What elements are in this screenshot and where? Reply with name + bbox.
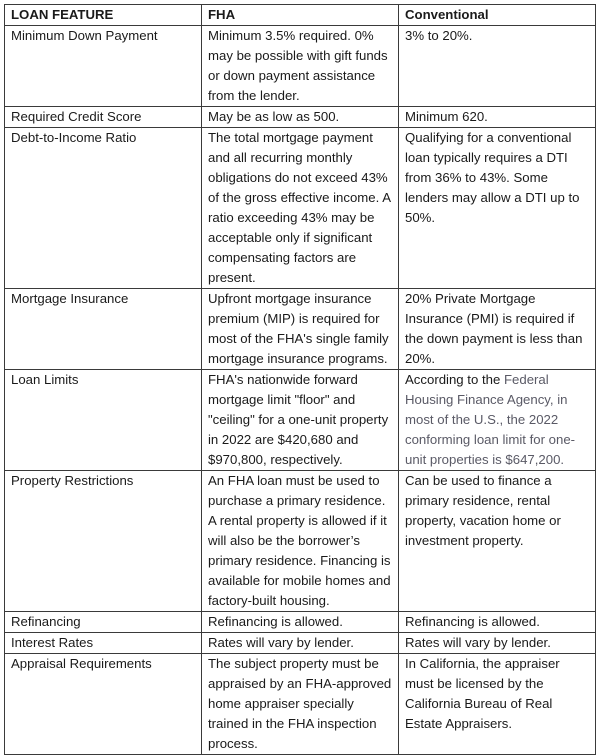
feature-cell: Debt-to-Income Ratio (5, 128, 202, 289)
conventional-cell: Minimum 620. (399, 107, 596, 128)
fha-cell: Upfront mortgage insurance premium (MIP) is required for most of the FHA's single family mortgage insurance programs. (202, 289, 399, 370)
table-row (5, 370, 596, 471)
fha-cell: Refinancing is allowed. (202, 612, 399, 633)
conventional-cell: In California, the appraiser must be licensed by the California Bureau of Real Estate Appraisers. (399, 654, 596, 755)
feature-cell: Appraisal Requirements (5, 654, 202, 755)
fha-cell: The subject property must be appraised by an FHA-approved home appraiser specially trained in the FHA inspection process. (202, 654, 399, 755)
conventional-cell: Can be used to finance a primary residence, rental property, vacation home or investment property. (399, 471, 596, 612)
table-row (5, 612, 596, 633)
header-fha: FHA (202, 5, 399, 26)
conventional-cell: Refinancing is allowed. (399, 612, 596, 633)
table-row (5, 107, 596, 128)
fha-cell: Minimum 3.5% required. 0% may be possible with gift funds or down payment assistance from the lender. (202, 26, 399, 107)
feature-cell: Required Credit Score (5, 107, 202, 128)
conventional-cell: Rates will vary by lender. (399, 633, 596, 654)
header-loan-feature: LOAN FEATURE (5, 5, 202, 26)
table-row (5, 289, 596, 370)
feature-cell: Property Restrictions (5, 471, 202, 612)
conventional-cell-prefix: According to the (405, 372, 504, 387)
table-row (5, 654, 596, 755)
feature-cell: Loan Limits (5, 370, 202, 471)
fha-cell: An FHA loan must be used to purchase a primary residence. A rental property is allowed if it will also be the borrower’s primary residence. Financing is available for mobile homes and factory-built housing. (202, 471, 399, 612)
fhfa-reference-text: Federal Housing Finance Agency, in most of the U.S., the 2022 conforming loan limit for one-unit properties is $647,200. (405, 372, 576, 467)
feature-cell: Interest Rates (5, 633, 202, 654)
feature-cell: Refinancing (5, 612, 202, 633)
fha-cell: May be as low as 500. (202, 107, 399, 128)
feature-cell: Minimum Down Payment (5, 26, 202, 107)
fha-cell: FHA's nationwide forward mortgage limit "floor" and "ceiling" for a one-unit property in 2022 are $420,680 and $970,800, respectively. (202, 370, 399, 471)
header-row (5, 5, 596, 26)
fha-cell: The total mortgage payment and all recurring monthly obligations do not exceed 43% of the gross effective income. A ratio exceeding 43% may be acceptable only if significant compensating factors are present. (202, 128, 399, 289)
table-row (5, 471, 596, 612)
table-row (5, 128, 596, 289)
conventional-cell: 3% to 20%. (399, 26, 596, 107)
conventional-cell: Qualifying for a conventional loan typically requires a DTI from 36% to 43%. Some lenders may allow a DTI up to 50%. (399, 128, 596, 289)
loan-comparison-table (4, 4, 596, 755)
conventional-cell: 20% Private Mortgage Insurance (PMI) is required if the down payment is less than 20%. (399, 289, 596, 370)
conventional-cell (399, 370, 596, 471)
header-conventional: Conventional (399, 5, 596, 26)
table-row (5, 633, 596, 654)
feature-cell: Mortgage Insurance (5, 289, 202, 370)
fha-cell: Rates will vary by lender. (202, 633, 399, 654)
table-row (5, 26, 596, 107)
